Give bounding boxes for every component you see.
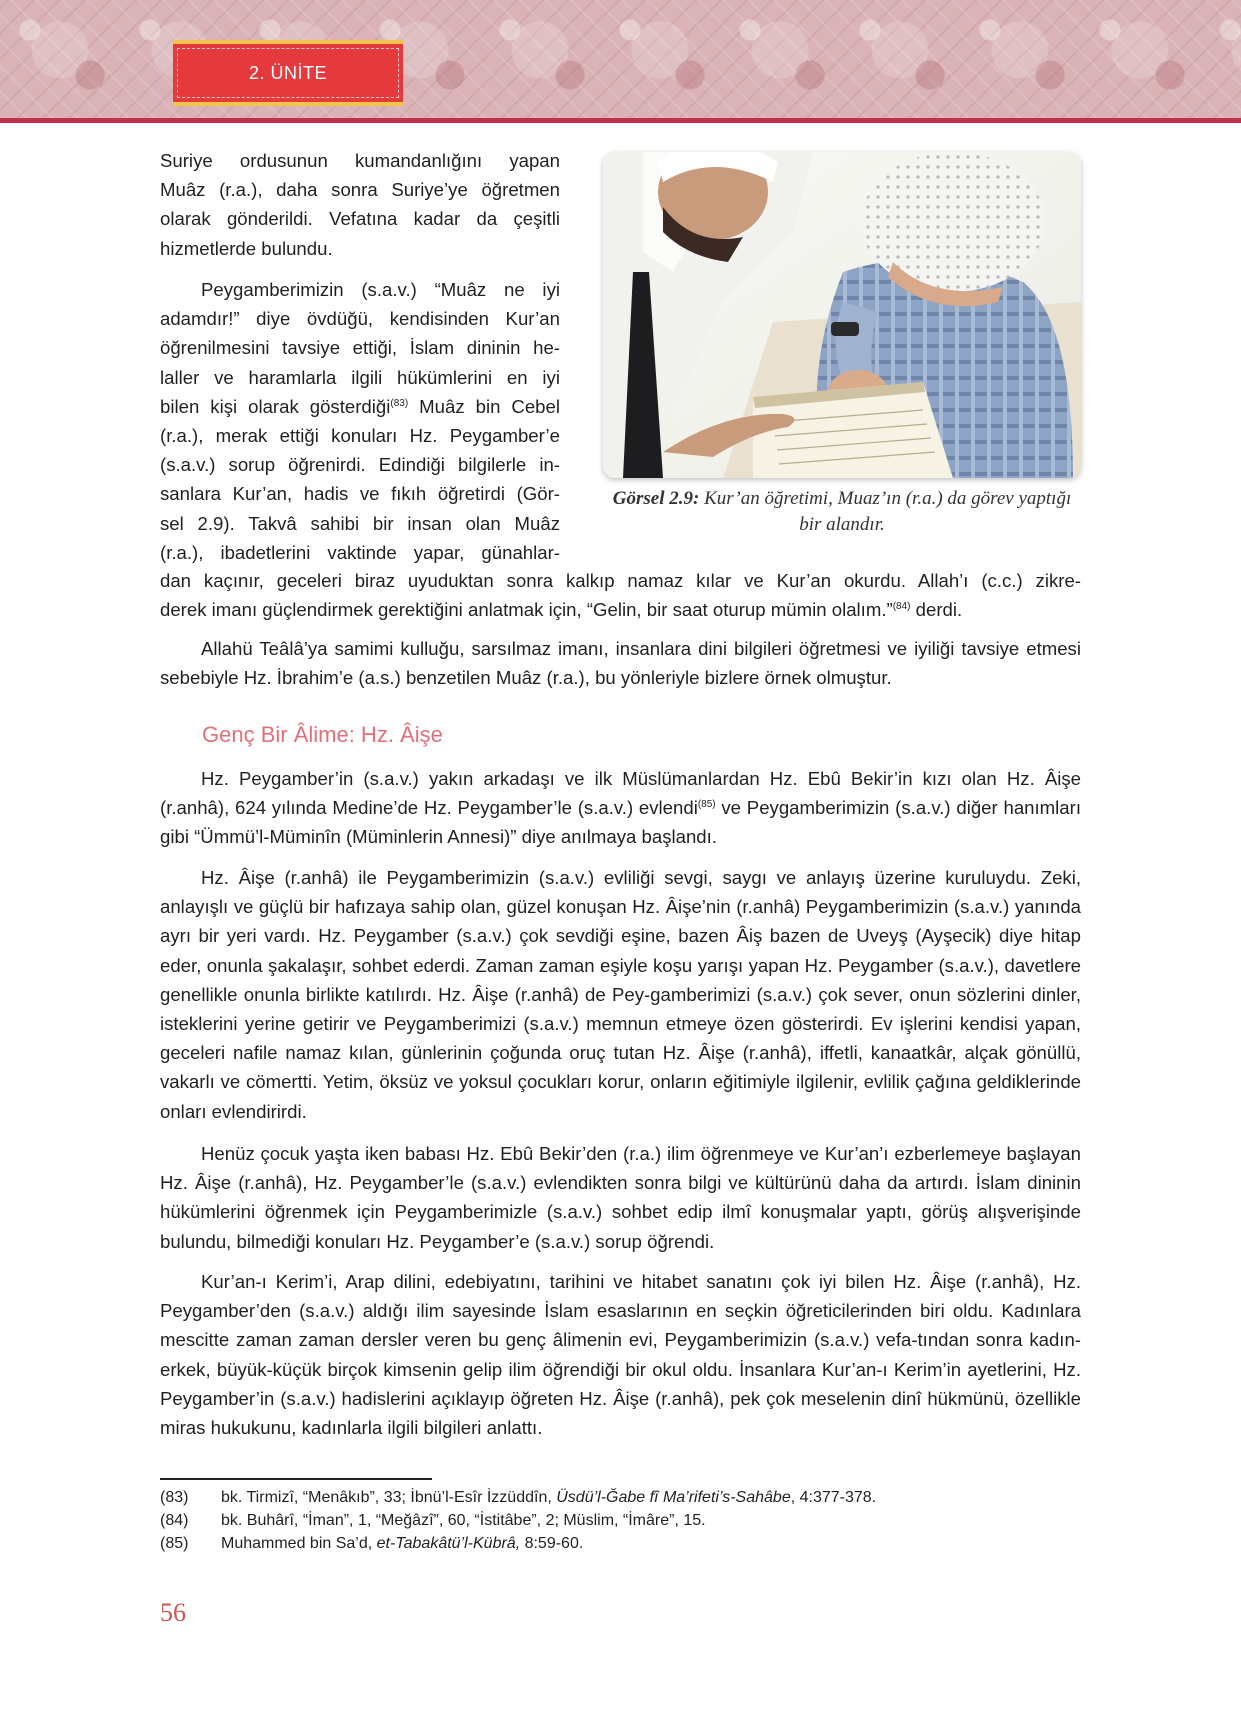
footnote-divider bbox=[160, 1478, 432, 1480]
text-line: (s.a.v.) sorup öğrenirdi. Edindiği bilgilerle in- bbox=[160, 454, 560, 476]
text-line: sanlara Kur’an, hadis ve fıkıh öğretirdi (Gör- bbox=[160, 483, 560, 505]
paragraph-muaz bbox=[160, 275, 560, 567]
text-line: Suriye ordusunun kumandanlığını yapan bbox=[160, 150, 560, 171]
text-line: adamdır!” diye övdüğü, kendisinden Kur’an bbox=[160, 308, 560, 330]
paragraph-ibrahim-comparison: Allahü Teâlâ’ya samimi kulluğu, sarsılmaz imanı, insanlara dini bilgileri öğretmesi ve iyiliği tavsiye etmesi sebebiyle Hz. İbrahim’e (a.s.) benzetilen Muâz (r.a.), bu yönleriyle bizlere örnek olmuştur. bbox=[160, 638, 1081, 689]
figure-caption-text: Kur’an öğretimi, Muaz’ın (r.a.) da görev yaptığı bir alandır. bbox=[699, 488, 1072, 535]
unit-label-box bbox=[173, 40, 403, 106]
text-span: Muâz bin Cebel bbox=[408, 395, 560, 417]
text-line: dan kaçınır, geceleri biraz uyuduktan sonra kalkıp namaz kılar ve Kur’an okurdu. Allah’ı (c.c.) zikre- bbox=[160, 570, 1081, 591]
figure-caption bbox=[603, 486, 1081, 538]
paragraph-intro bbox=[160, 146, 560, 263]
text-span: Muhammed bin Sa’d, bbox=[221, 1535, 377, 1552]
text-line: sel 2.9). Takvâ sahibi bir insan olan Muâz bbox=[160, 512, 560, 534]
footnotes bbox=[160, 1486, 1060, 1555]
footnote-ref-84: (84) bbox=[892, 601, 911, 613]
paragraph-aise-teacher: Kur’an-ı Kerim’i, Arap dilini, edebiyatını, tarihini ve hitabet sanatını çok iyi bilen Hz. Âişe (r.anhâ), Hz. Peygamber’den (s.a.v.) aldığı ilim sayesinde İslam esaslarının en seçkin öğreticilerinden biri oldu. Kadınlara mescitte zaman zaman dersler veren bu genç âlimenin evi, Peygamberimizin (s.a.v.) vefa-tından sonra kadın-erkek, büyük-küçük birçok kimsenin gelip ilim öğrendiği bir okul oldu. İnsanlara Kur’an-ı Kerim’in ayetlerini, Hz. Peygamber’in (s.a.v.) hadislerini açıklayıp öğreten Hz. Âişe (r.anhâ), pek çok meselenin dinî hükmünü, özellikle miras hukukunu, kadınlarla ilgili bilgileri anlattı. bbox=[160, 1271, 1081, 1439]
footnote-item bbox=[160, 1486, 1060, 1509]
footnote-number: (85) bbox=[160, 1535, 189, 1552]
text-line: (r.a.), ibadetlerini vaktinde yapar, günahlar- bbox=[160, 541, 560, 563]
footnote-text bbox=[221, 1486, 876, 1509]
footnote-number: (83) bbox=[160, 1489, 189, 1506]
text-line: hizmetlerde bulundu. bbox=[160, 237, 333, 259]
paragraph-aise-education: Henüz çocuk yaşta iken babası Hz. Ebû Bekir’den (r.a.) ilim öğrenmeye ve Kur’an’ı ezberlemeye başlayan Hz. Âişe (r.anhâ), Hz. Peygamber’le (s.a.v.) evlendikten sonra bilgi ve kültürünü daha da artırdı. İslam dininin hükümlerini öğrenmek için Peygamberimizle (s.a.v.) sohbet edip ilmî konuşmalar yaptı, görüş alışverişinde bulundu, bilmediği konuları Hz. Peygamber’e (s.a.v.) sorup öğrendi. bbox=[160, 1143, 1081, 1252]
footnote-text bbox=[221, 1532, 583, 1555]
footnote-ref-83: (83) bbox=[390, 397, 409, 409]
text-span: derek imanı güçlendirmek gerektiğini anlatmak için, “Gelin, bir saat oturup mümin olalım.” bbox=[160, 599, 893, 621]
text-line: olarak gönderildi. Vefatına kadar da çeşitli bbox=[160, 208, 560, 230]
header-divider bbox=[0, 118, 1241, 123]
footnote-item bbox=[160, 1509, 1060, 1532]
quran-lesson-illustration bbox=[603, 152, 1081, 478]
text-span: ve Peygamberimizin (s.a.v.) diğer hanımları gibi “Ümmü’l-Müminîn (Müminlerin Annesi)” diye anılmaya başlandı. bbox=[160, 797, 1081, 848]
text-span: 8:59-60. bbox=[520, 1535, 584, 1552]
footnote-source-title: et-Tabakâtü’l-Kübrâ, bbox=[376, 1535, 521, 1552]
figure-quran-lesson bbox=[603, 152, 1081, 478]
text-span: bilen kişi olarak gösterdiği bbox=[160, 395, 391, 417]
text-span: bk. Buhârî, “İman”, 1, “Meğâzî”, 60, “İstitâbe”, 2; Müslim, “İmâre”, 15. bbox=[221, 1512, 706, 1529]
text-line: öğrenilmesini tavsiye ettiği, İslam dininin he- bbox=[160, 337, 560, 359]
text-span: , 4:377-378. bbox=[790, 1489, 877, 1506]
text-line: Muâz (r.a.), daha sonra Suriye’ye öğretmen bbox=[160, 179, 560, 201]
footnote-item bbox=[160, 1532, 1060, 1555]
text-line bbox=[160, 392, 560, 421]
unit-label: 2. ÜNİTE bbox=[248, 62, 327, 83]
footnote-number: (84) bbox=[160, 1512, 189, 1529]
paragraph-aise-marriage bbox=[160, 764, 1081, 852]
footnote-ref-85: (85) bbox=[697, 799, 716, 811]
footnote-source-title: Üsdü’l-Ğabe fî Ma’rifeti’s-Sahâbe bbox=[556, 1489, 791, 1506]
text-line: (r.a.), merak ettiği konuları Hz. Peygamber’e bbox=[160, 425, 560, 447]
section-heading: Genç Bir Âlime: Hz. Âişe bbox=[202, 722, 443, 747]
text-line: Peygamberimizin (s.a.v.) “Muâz ne iyi bbox=[201, 279, 560, 300]
paragraph-muaz-continued bbox=[160, 566, 1081, 624]
footnote-text bbox=[221, 1509, 706, 1532]
page-number: 56 bbox=[160, 1598, 186, 1627]
text-span: derdi. bbox=[910, 599, 963, 621]
text-line bbox=[160, 595, 1081, 624]
paragraph-aise-character: Hz. Âişe (r.anhâ) ile Peygamberimizin (s.a.v.) evliliği sevgi, saygı ve anlayış üzerine kuruluydu. Zeki, anlayışlı ve güçlü bir hafızaya sahip olan, güzel konuşan Hz. Âişe’nin (r.anhâ) Peygamberimizin (s.a.v.) yanında ayrı bir yeri vardı. Hz. Peygamber (s.a.v.) çok sevdiği eşine, bazen Âiş bazen de Uveyş (Ayşecik) diye hitap eder, onunla şakalaşır, sohbet ederdi. Zaman zaman eşiyle koşu yarışı yapan Hz. Peygamber (s.a.v.), davetlere genellikle onunla birlikte katılırdı. Hz. Âişe (r.anhâ) de Pey-gamberimizi (s.a.v.) çok sever, onun sözlerini dinler, isteklerini yerine getirir ve Peygamberimizi (s.a.v.) memnun etmeye özen gösterirdi. Ev işlerini kendisi yapan, geceleri nafile namaz kılan, günlerinin çoğunda oruç tutan Hz. Âişe (r.anhâ), iffetli, kanaatkâr, alçak gönüllü, vakarlı ve cömertti. Yetim, öksüz ve yoksul çocukları korur, onların eğitimiyle ilgilenir, evlilik çağına geldiklerinde onları evlendirirdi. bbox=[160, 867, 1081, 1122]
text-span: bk. Tirmizî, “Menâkıb”, 33; İbnü’l-Esîr İzzüddîn, bbox=[221, 1489, 557, 1506]
text-line: laller ve haramlarla ilgili hükümlerini en iyi bbox=[160, 366, 560, 388]
figure-caption-label: Görsel 2.9: bbox=[612, 488, 700, 509]
text-span: Hz. Peygamber’in (s.a.v.) yakın arkadaşı ve ilk Müslümanlardan Hz. Ebû Bekir’in kızı olan Hz. Âişe (r.anhâ), 624 yılında Medine’de Hz. Peygamber’le (s.a.v.) evlendi bbox=[160, 768, 1081, 819]
